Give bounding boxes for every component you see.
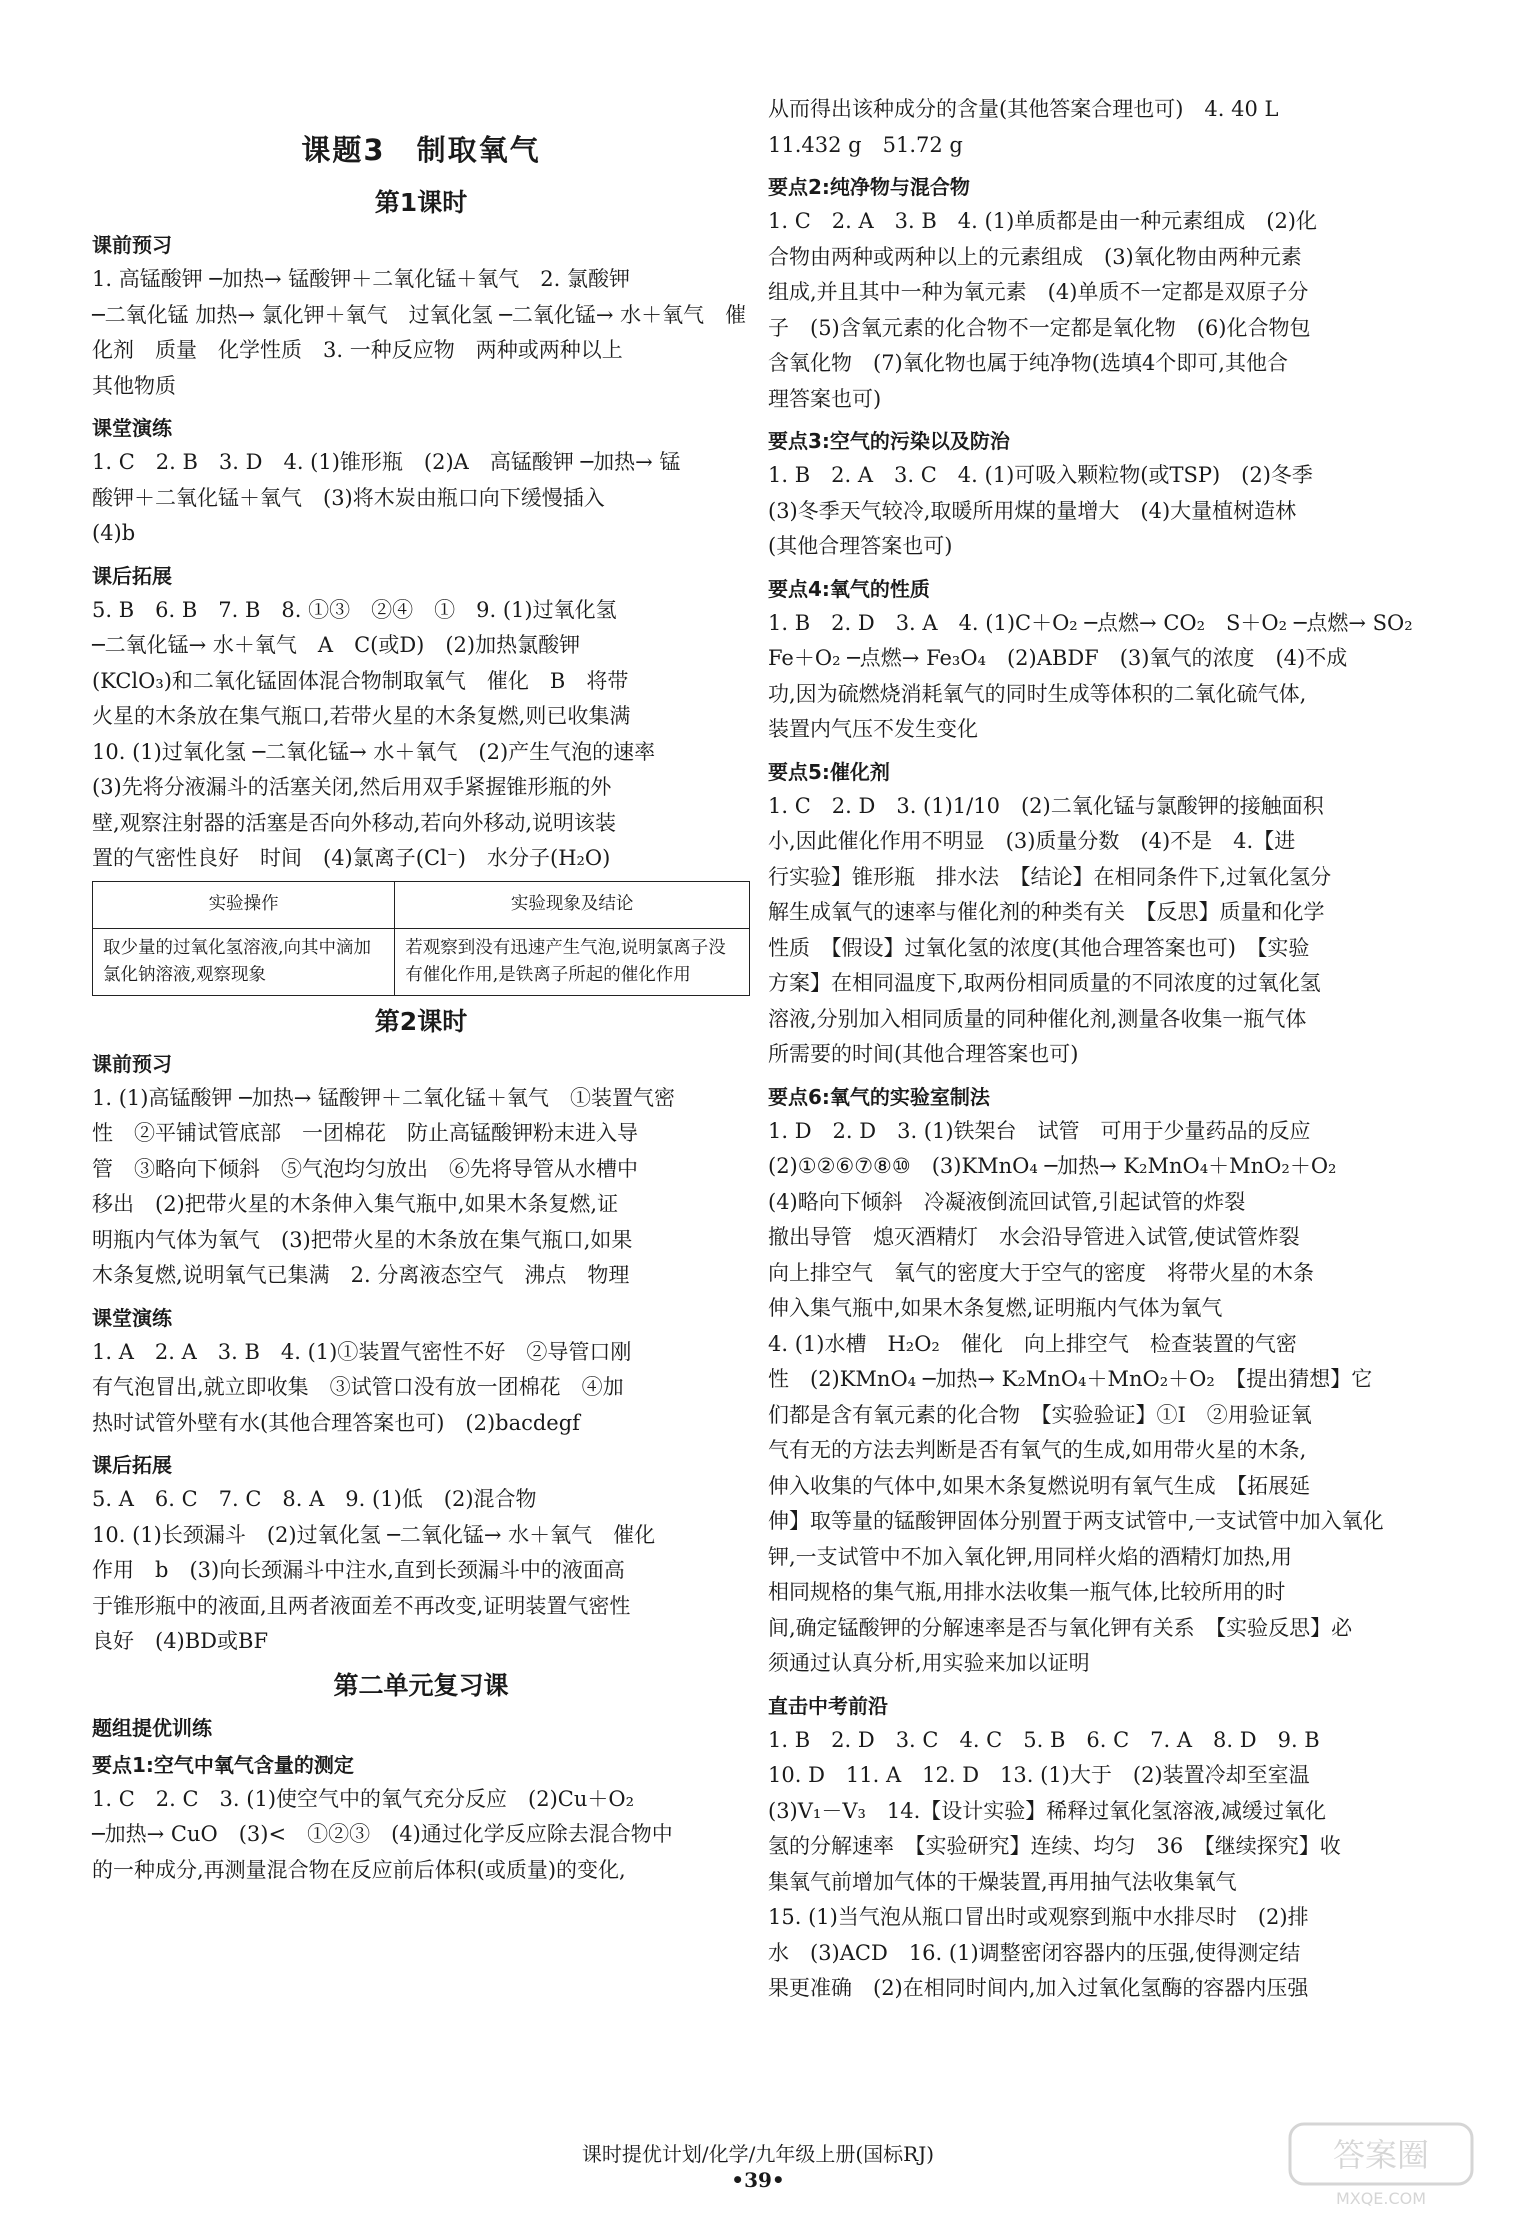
text-line: 解生成氧气的速率与催化剂的种类有关 【反思】质量和化学 bbox=[768, 900, 1325, 924]
text-line: 1. 高锰酸钾 ─加热→ 锰酸钾＋二氧化锰＋氧气 2. 氯酸钾 bbox=[92, 267, 631, 291]
point4-label: 要点4:氧气的性质 bbox=[768, 576, 930, 601]
text-line: 1. (1)高锰酸钾 ─加热→ 锰酸钾＋二氧化锰＋氧气 ①装置气密 bbox=[92, 1085, 676, 1110]
point3-block bbox=[768, 458, 1428, 565]
section-title: 课题3 制取氧气 bbox=[301, 133, 541, 167]
text-line: 的一种成分,再测量混合物在反应前后体积(或质量)的变化, bbox=[92, 1857, 626, 1882]
text-line: (4)b bbox=[92, 521, 136, 545]
text-line: 果更准确 (2)在相同时间内,加入过氧化氢酶的容器内压强 bbox=[768, 1976, 1309, 2000]
text-line: 化剂 质量 化学性质 3. 一种反应物 两种或两种以上 bbox=[92, 338, 623, 362]
table-row bbox=[93, 928, 750, 995]
text-line: 10. (1)过氧化氢 ─二氧化锰→ 水＋氧气 (2)产生气泡的速率 bbox=[92, 739, 656, 764]
table-cell: 若观察到没有迅速产生气泡,说明氯离子没有催化作用,是铁离子所起的催化作用 bbox=[395, 928, 750, 995]
text-line: 理答案也可) bbox=[768, 386, 882, 411]
text-line: 伸入收集的气体中,如果木条复燃说明有氧气生成 【拓展延 bbox=[768, 1473, 1311, 1498]
lesson2-after-block bbox=[92, 1482, 750, 1660]
text-line: 酸钾＋二氧化锰＋氧气 (3)将木炭由瓶口向下缓慢插入 bbox=[92, 485, 605, 510]
text-line: 性质 【假设】过氧化氢的浓度(其他合理答案也可) 【实验 bbox=[768, 935, 1310, 960]
lesson2-pre-label: 课前预习 bbox=[92, 1051, 172, 1076]
text-line: 有气泡冒出,就立即收集 ③试管口没有放一团棉花 ④加 bbox=[92, 1375, 624, 1399]
point5-label: 要点5:催化剂 bbox=[768, 759, 890, 784]
left-column bbox=[92, 128, 750, 1888]
point1-label: 要点1:空气中氧气含量的测定 bbox=[92, 1752, 354, 1777]
point5-block bbox=[768, 789, 1428, 1073]
text-line: 氢的分解速率 【实验研究】连续、均匀 36 【继续探究】收 bbox=[768, 1834, 1341, 1858]
text-line: 含氧化物 (7)氧化物也属于纯净物(选填4个即可,其他合 bbox=[768, 351, 1288, 375]
text-line: ─二氧化锰→ 水＋氧气 A C(或D) (2)加热氯酸钾 bbox=[92, 633, 581, 657]
text-line: 们都是含有氧元素的化合物 【实验验证】①Ⅰ ②用验证氧 bbox=[768, 1402, 1312, 1427]
table-cell: 取少量的过氧化氢溶液,向其中滴加氯化钠溶液,观察现象 bbox=[93, 928, 395, 995]
text-line: 1. C 2. B 3. D 4. (1)锥形瓶 (2)A 高锰酸钾 ─加热→ 锰 bbox=[92, 450, 681, 474]
text-line: (4)略向下倾斜 冷凝液倒流回试管,引起试管的炸裂 bbox=[768, 1189, 1246, 1214]
text-line: 须通过认真分析,用实验来加以证明 bbox=[768, 1651, 1090, 1675]
text-line: 1. C 2. C 3. (1)使空气中的氧气充分反应 (2)Cu＋O₂ bbox=[92, 1786, 634, 1811]
text-line: 作用 b (3)向长颈漏斗中注水,直到长颈漏斗中的液面高 bbox=[92, 1558, 625, 1582]
lesson2-after-label: 课后拓展 bbox=[92, 1453, 172, 1477]
exam-label: 直击中考前沿 bbox=[768, 1693, 888, 1718]
text-line: 5. A 6. C 7. C 8. A 9. (1)低 (2)混合物 bbox=[92, 1487, 537, 1511]
watermark-sub: MXQE.COM bbox=[1335, 2189, 1427, 2208]
text-line: 性 ②平铺试管底部 一团棉花 防止高锰酸钾粉末进入导 bbox=[92, 1121, 638, 1145]
text-line: 热时试管外壁有水(其他合理答案也可) (2)bacdegf bbox=[92, 1410, 580, 1435]
text-line: 1. B 2. D 3. A 4. (1)C＋O₂ ─点燃→ CO₂ S＋O₂ ─点燃→ SO₂ bbox=[768, 610, 1413, 635]
text-line: 钾,一支试管中不加入氧化钾,用同样火焰的酒精灯加热,用 bbox=[768, 1544, 1293, 1569]
text-line: 功,因为硫燃烧消耗氧气的同时生成等体积的二氧化硫气体, bbox=[768, 681, 1307, 706]
text-line: 小,因此催化作用不明显 (3)质量分数 (4)不是 4.【进 bbox=[768, 829, 1296, 853]
text-line: 明瓶内气体为氧气 (3)把带火星的木条放在集气瓶口,如果 bbox=[92, 1227, 633, 1252]
text-line: 1. A 2. A 3. B 4. (1)①装置气密性不好 ②导管口刚 bbox=[92, 1339, 632, 1364]
text-line: (KClO₃)和二氧化锰固体混合物制取氧气 催化 B 将带 bbox=[92, 668, 629, 693]
text-line: 10. D 11. A 12. D 13. (1)大于 (2)装置冷却至室温 bbox=[768, 1763, 1310, 1787]
text-line: 装置内气压不发生变化 bbox=[768, 717, 978, 741]
text-line: 10. (1)长颈漏斗 (2)过氧化氢 ─二氧化锰→ 水＋氧气 催化 bbox=[92, 1522, 656, 1547]
text-line: 向上排空气 氧气的密度大于空气的密度 将带火星的木条 bbox=[768, 1260, 1314, 1285]
lesson1-heading: 第1课时 bbox=[374, 188, 468, 217]
table-header-row bbox=[93, 881, 750, 928]
text-line: 15. (1)当气泡从瓶口冒出时或观察到瓶中水排尽时 (2)排 bbox=[768, 1905, 1309, 1929]
text-line: 组成,并且其中一种为氧元素 (4)单质不一定都是双原子分 bbox=[768, 280, 1309, 304]
point2-label: 要点2:纯净物与混合物 bbox=[768, 175, 970, 199]
text-line: (3)冬季天气较冷,取暖所用煤的量增大 (4)大量植树造林 bbox=[768, 498, 1297, 523]
text-line: ─二氧化锰 加热→ 氯化钾＋氧气 过氧化氢 ─二氧化锰→ 水＋氧气 催 bbox=[92, 302, 747, 327]
text-line: 溶液,分别加入相同质量的同种催化剂,测量各收集一瓶气体 bbox=[768, 1006, 1307, 1031]
point2-block bbox=[768, 204, 1428, 417]
text-line: 伸】取等量的锰酸钾固体分别置于两支试管中,一支试管中加入氧化 bbox=[768, 1509, 1384, 1533]
text-line: 所需要的时间(其他合理答案也可) bbox=[768, 1042, 1079, 1066]
text-line: 撤出导管 熄灭酒精灯 水会沿导管进入试管,使试管炸裂 bbox=[768, 1225, 1300, 1249]
text-line: 1. C 2. A 3. B 4. (1)单质都是由一种元素组成 (2)化 bbox=[768, 209, 1318, 233]
text-line: 管 ③略向下倾斜 ⑤气泡均匀放出 ⑥先将导管从水槽中 bbox=[92, 1156, 638, 1181]
text-line: (3)先将分液漏斗的活塞关闭,然后用双手紧握锥形瓶的外 bbox=[92, 775, 612, 799]
lesson2-class-block bbox=[92, 1335, 750, 1442]
text-line: (3)V₁－V₃ 14.【设计实验】稀释过氧化氢溶液,减缓过氧化 bbox=[768, 1798, 1326, 1823]
text-line: 1. B 2. D 3. C 4. C 5. B 6. C 7. A 8. D 9. B bbox=[768, 1727, 1320, 1752]
watermark-text: 答案圈 bbox=[1332, 2136, 1430, 2174]
review-group-label: 题组提优训练 bbox=[92, 1715, 212, 1740]
point4-block bbox=[768, 606, 1428, 748]
table-header-cell: 实验现象及结论 bbox=[395, 881, 750, 928]
experiment-table bbox=[92, 881, 750, 996]
lesson1-class-label: 课堂演练 bbox=[92, 416, 172, 440]
text-line: 合物由两种或两种以上的元素组成 (3)氧化物由两种元素 bbox=[768, 244, 1302, 269]
watermark-logo bbox=[1286, 2120, 1476, 2210]
text-line: 间,确定锰酸钾的分解速率是否与氧化钾有关系 【实验反思】必 bbox=[768, 1615, 1353, 1640]
point6-label: 要点6:氧气的实验室制法 bbox=[768, 1084, 990, 1109]
text-line: 火星的木条放在集气瓶口,若带火星的木条复燃,则已收集满 bbox=[92, 704, 631, 728]
text-line: 1. D 2. D 3. (1)铁架台 试管 可用于少量药品的反应 bbox=[768, 1118, 1311, 1143]
text-line: 4. (1)水槽 H₂O₂ 催化 向上排空气 检查装置的气密 bbox=[768, 1331, 1297, 1356]
lesson2-pre-block bbox=[92, 1081, 750, 1294]
lesson2-class-label: 课堂演练 bbox=[92, 1305, 172, 1330]
right-column bbox=[768, 92, 1428, 2007]
text-line: 1. B 2. A 3. C 4. (1)可吸入颗粒物(或TSP) (2)冬季 bbox=[768, 463, 1313, 487]
lesson2-heading: 第2课时 bbox=[374, 1006, 468, 1036]
text-line: 气有无的方法去判断是否有氧气的生成,如用带火星的木条, bbox=[768, 1438, 1307, 1462]
text-line: 于锥形瓶中的液面,且两者液面差不再改变,证明装置气密性 bbox=[92, 1593, 631, 1618]
table-header-cell: 实验操作 bbox=[93, 881, 395, 928]
footer-book-title: 课时提优计划/化学/九年级上册(国标RJ) bbox=[581, 2142, 935, 2166]
lesson1-after-block bbox=[92, 593, 750, 877]
text-line: 1. C 2. D 3. (1)1/10 (2)二氧化锰与氯酸钾的接触面积 bbox=[768, 793, 1324, 818]
text-line: 从而得出该种成分的含量(其他答案合理也可) 4. 40 L bbox=[768, 97, 1279, 121]
text-line: 木条复燃,说明氧气已集满 2. 分离液态空气 沸点 物理 bbox=[92, 1263, 630, 1287]
text-line: 5. B 6. B 7. B 8. ①③ ②④ ① 9. (1)过氧化氢 bbox=[92, 597, 617, 622]
lesson1-class-block bbox=[92, 445, 750, 552]
review-heading: 第二单元复习课 bbox=[333, 1670, 509, 1700]
lesson1-pre-block bbox=[92, 262, 750, 404]
text-line: 11.432 g 51.72 g bbox=[768, 132, 963, 157]
text-line: 伸入集气瓶中,如果木条复燃,证明瓶内气体为氧气 bbox=[768, 1296, 1223, 1320]
text-line: Fe＋O₂ ─点燃→ Fe₃O₄ (2)ABDF (3)氧气的浓度 (4)不成 bbox=[768, 646, 1348, 670]
point1-block bbox=[92, 1782, 750, 1889]
text-line: 其他物质 bbox=[92, 373, 176, 398]
exam-block bbox=[768, 1723, 1428, 2007]
page-number: •39• bbox=[731, 2168, 785, 2192]
lesson1-after-label: 课后拓展 bbox=[92, 563, 172, 588]
text-line: 性 (2)KMnO₄ ─加热→ K₂MnO₄＋MnO₂＋O₂ 【提出猜想】它 bbox=[768, 1367, 1373, 1391]
text-line: 置的气密性良好 时间 (4)氯离子(Cl⁻) 水分子(H₂O) bbox=[92, 846, 611, 870]
point1-continued-block bbox=[768, 92, 1428, 163]
point3-label: 要点3:空气的污染以及防治 bbox=[768, 429, 1010, 453]
text-line: 子 (5)含氧元素的化合物不一定都是氧化物 (6)化合物包 bbox=[768, 315, 1311, 340]
text-line: 方案】在相同温度下,取两份相同质量的不同浓度的过氧化氢 bbox=[768, 971, 1321, 995]
text-line: 行实验】锥形瓶 排水法 【结论】在相同条件下,过氧化氢分 bbox=[768, 864, 1332, 889]
text-line: 集氧气前增加气体的干燥装置,再用抽气法收集氧气 bbox=[768, 1869, 1237, 1894]
text-line: 相同规格的集气瓶,用排水法收集一瓶气体,比较所用的时 bbox=[768, 1580, 1286, 1604]
text-line: ─加热→ CuO (3)< ①②③ (4)通过化学反应除去混合物中 bbox=[92, 1822, 673, 1846]
lesson1-pre-label: 课前预习 bbox=[92, 233, 172, 257]
text-line: 水 (3)ACD 16. (1)调整密闭容器内的压强,使得测定结 bbox=[768, 1940, 1301, 1965]
text-line: 移出 (2)把带火星的木条伸入集气瓶中,如果木条复燃,证 bbox=[92, 1192, 619, 1216]
point6-block bbox=[768, 1114, 1428, 1682]
text-line: 壁,观察注射器的活塞是否向外移动,若向外移动,说明该装 bbox=[92, 810, 617, 835]
text-line: (2)①②⑥⑦⑧⑩ (3)KMnO₄ ─加热→ K₂MnO₄＋MnO₂＋O₂ bbox=[768, 1154, 1337, 1178]
text-line: (其他合理答案也可) bbox=[768, 534, 953, 558]
text-line: 良好 (4)BD或BF bbox=[92, 1629, 269, 1653]
